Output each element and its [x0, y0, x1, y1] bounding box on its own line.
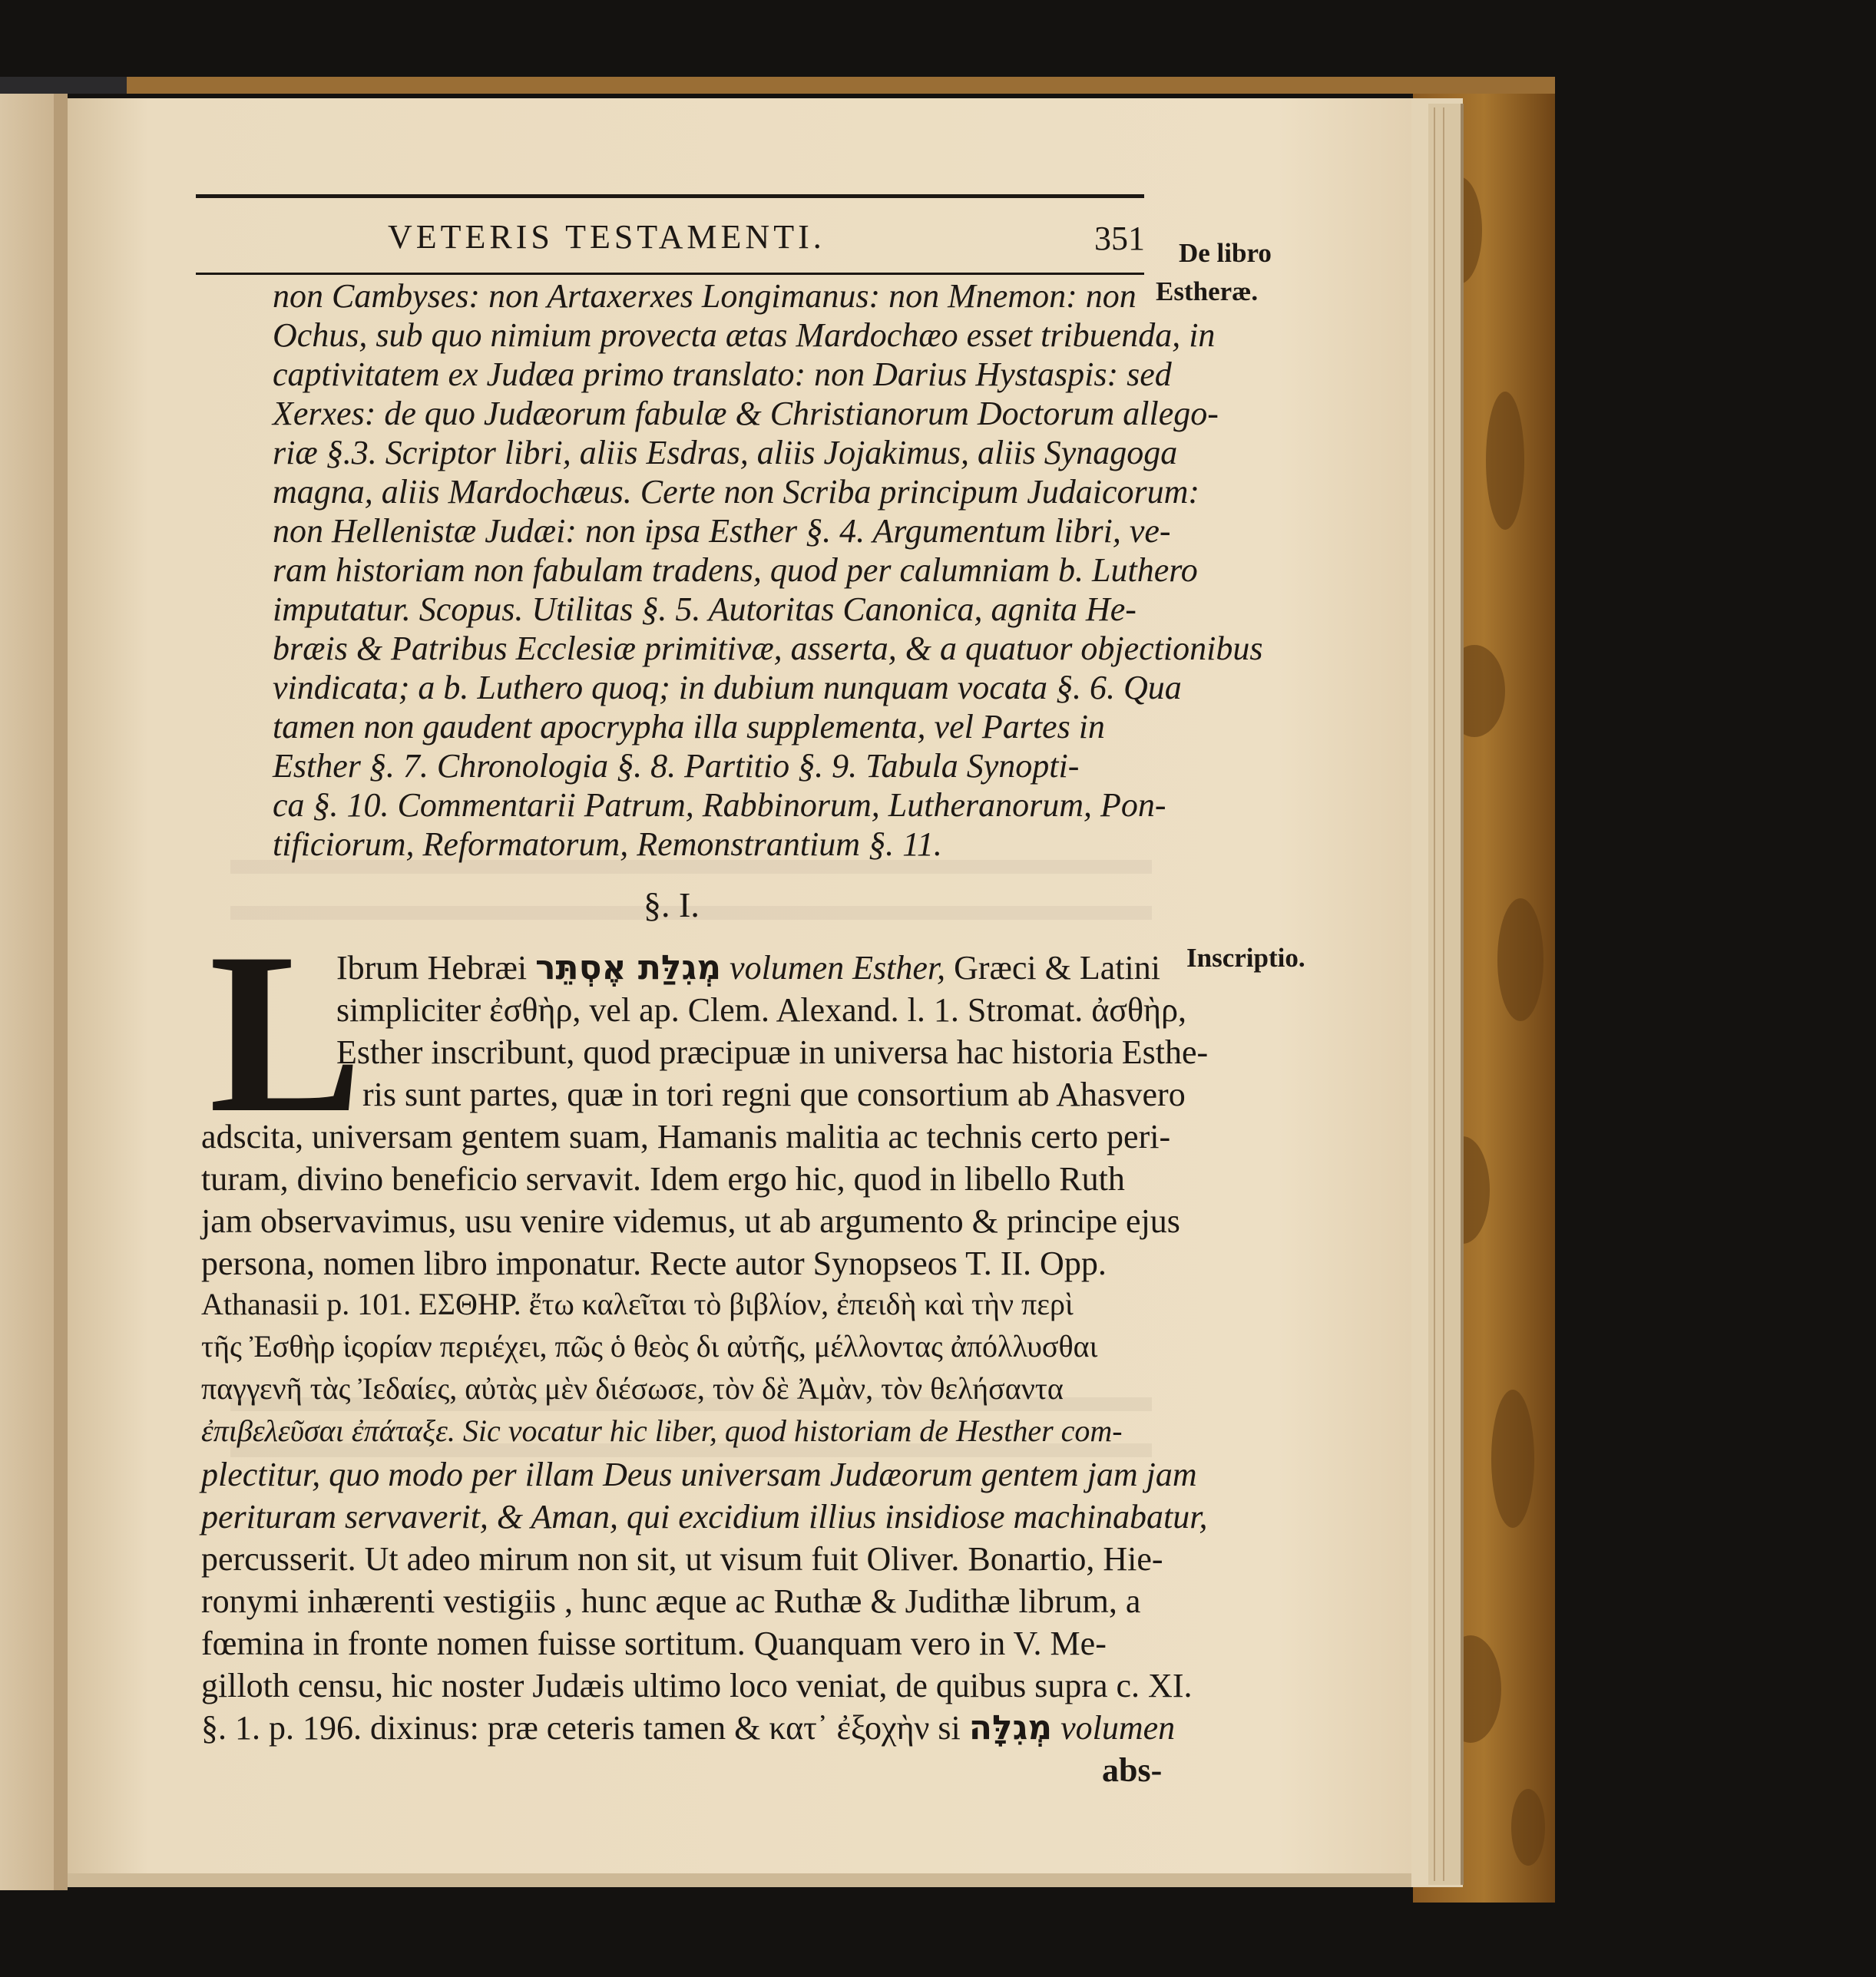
summary-line: ca §. 10. Commentarii Patrum, Rabbinorum, Lutheranorum, Pon- — [273, 786, 1166, 824]
body-line: jam observavimus, usu venire videmus, ut ab argumento & principe ejus — [201, 1202, 1180, 1240]
body-line-1 — [336, 948, 1160, 987]
body-line: turam, divino beneficio servavit. Idem ergo hic, quod in libello Ruth — [201, 1160, 1125, 1198]
body-text: Ibrum Hebræi — [336, 949, 528, 987]
summary-line: non Cambyses: non Artaxerxes Longimanus: non Mnemon: non — [273, 277, 1137, 315]
body-line: τῆς Ἐσθὴρ ἱςορίαν περιέχει, πῶς ὁ θεὸς δι αὐτῆς, μέλλοντας ἀπόλλυσθαι — [201, 1329, 1098, 1364]
summary-line: tamen non gaudent apocrypha illa supplementa, vel Partes in — [273, 708, 1105, 746]
body-line: gilloth censu, hic noster Judæis ultimo loco veniat, de quibus supra c. XI. — [201, 1667, 1193, 1704]
summary-line: vindicata; a b. Luthero quoq; in dubium nunquam vocata §. 6. Qua — [273, 669, 1182, 706]
summary-line: captivitatem ex Judæa primo translato: non Darius Hystaspis: sed — [273, 355, 1172, 393]
body-text: Græci & Latini — [954, 949, 1160, 987]
body-line: ἐπιβελεῦσαι ἐπάταξε. Sic vocatur hic liber, quod historiam de Hesther com- — [201, 1413, 1123, 1448]
body-line: persona, nomen libro imponatur. Recte autor Synopseos T. II. Opp. — [201, 1245, 1107, 1282]
summary-line: imputatur. Scopus. Utilitas §. 5. Autoritas Canonica, agnita He- — [273, 590, 1137, 628]
drop-cap: L — [209, 905, 363, 1160]
summary-line: ram historiam non fabulam tradens, quod per calumniam b. Luthero — [273, 551, 1198, 589]
body-line: perituram servaverit, & Aman, qui excidium illius insidiose machinabatur, — [201, 1498, 1208, 1536]
summary-line: bræis & Patribus Ecclesiæ primitivæ, asserta, & a quatuor objectionibus — [273, 630, 1263, 667]
header-rule-bottom — [196, 273, 1144, 275]
hebrew-word: מְגִלָּה — [968, 1708, 1053, 1747]
body-text: §. 1. p. 196. dixinus: præ ceteris tamen & κατ᾽ ἐξοχὴν si — [201, 1709, 961, 1747]
summary-line: non Hellenistæ Judæi: non ipsa Esther §. 4. Argumentum libri, ve- — [273, 512, 1171, 550]
running-title: VETERIS TESTAMENTI. — [388, 218, 826, 256]
body-line: fœmina in fronte nomen fuisse sortitum. Quanquam vero in V. Me- — [201, 1625, 1107, 1662]
margin-note-de-libro: De libro — [1179, 238, 1272, 268]
body-text-italic: volumen — [1060, 1709, 1176, 1747]
summary-line: Esther §. 7. Chronologia §. 8. Partitio §. 9. Tabula Synopti- — [273, 747, 1080, 785]
page-number: 351 — [1094, 220, 1145, 257]
body-line-last — [201, 1708, 1175, 1747]
section-heading: §. I. — [644, 885, 700, 924]
body-line: percusserit. Ut adeo mirum non sit, ut visum fuit Oliver. Bonartio, Hie- — [201, 1540, 1163, 1578]
hebrew-title: מְגִלַּת אֶסְתֵּר — [535, 948, 722, 987]
body-line: plectitur, quo modo per illam Deus universam Judæorum gentem jam jam — [201, 1456, 1197, 1493]
summary-line: Ochus, sub quo nimium provecta ætas Mardochæo esset tribuenda, in — [273, 316, 1216, 354]
summary-line: magna, aliis Mardochæus. Certe non Scriba principum Judaicorum: — [273, 473, 1200, 511]
catchword: abs- — [1102, 1751, 1163, 1789]
body-line: ronymi inhærenti vestigiis , hunc æque ac Ruthæ & Judithæ librum, a — [201, 1582, 1141, 1620]
body-line-4: ris sunt partes, quæ in tori regni que consortium ab Ahasvero — [362, 1076, 1186, 1113]
body-text-italic: volumen Esther, — [730, 949, 946, 987]
body-line: adscita, universam gentem suam, Hamanis malitia ac technis certo peri- — [201, 1118, 1171, 1155]
summary-line: riæ §.3. Scriptor libri, aliis Esdras, aliis Jojakimus, aliis Synagoga — [273, 434, 1178, 471]
body-line: Athanasii p. 101. ΕΣΘΗΡ. ἔτω καλεῖται τὸ βιβλίον, ἐπειδὴ καὶ τὴν περὶ — [201, 1287, 1074, 1321]
body-line-2: simpliciter ἐσθὴρ, vel ap. Clem. Alexand. l. 1. Stromat. ἀσθὴρ, — [336, 991, 1187, 1029]
summary-line: tificiorum, Reformatorum, Remonstrantium §. 11. — [273, 825, 942, 863]
body-line-3: Esther inscribunt, quod præcipuæ in universa hac historia Esthe- — [336, 1033, 1209, 1071]
body-line: παγγενῆ τὰς Ἰεδαίες, αὐτὰς μὲν διέσωσε, τὸν δὲ Ἀμὰν, τὸν θελήσαντα — [201, 1371, 1064, 1406]
summary-line: Xerxes: de quo Judæorum fabulæ & Christianorum Doctorum allego- — [273, 395, 1219, 432]
margin-note-inscriptio: Inscriptio. — [1186, 943, 1305, 973]
margin-note-estherae: Estheræ. — [1156, 276, 1259, 306]
header-rule-top — [196, 194, 1144, 198]
